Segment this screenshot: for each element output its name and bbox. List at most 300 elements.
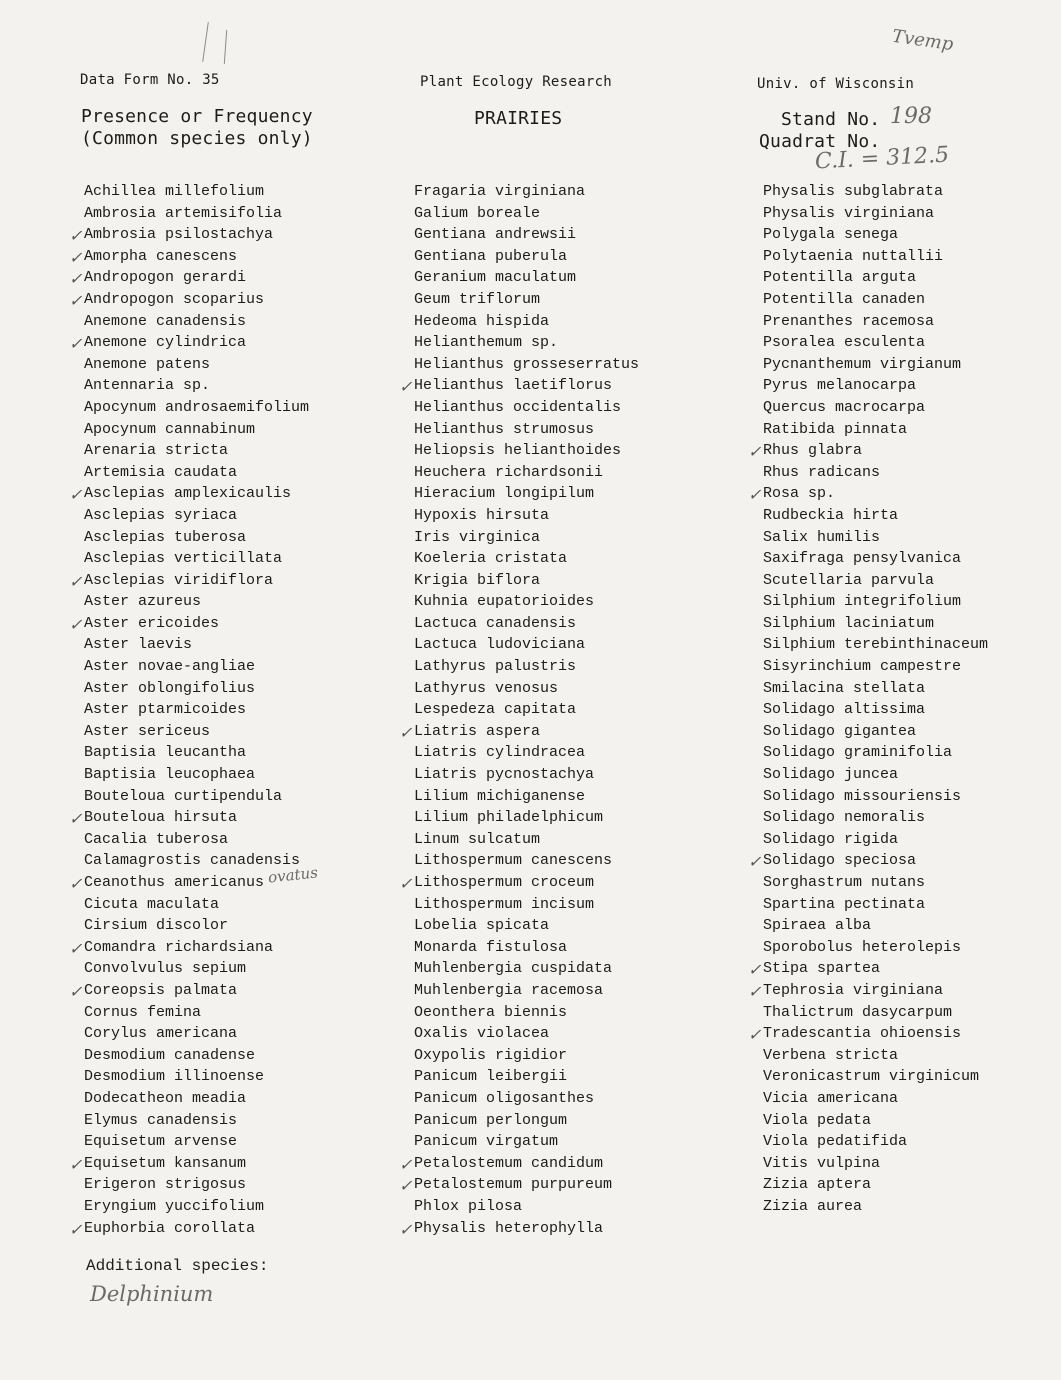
form-title-line2: (Common species only): [81, 128, 313, 149]
species-row: [763, 872, 988, 894]
species-row: [414, 289, 639, 311]
species-row: [84, 721, 309, 743]
species-row: [414, 850, 639, 872]
paper-scratch-mark: [224, 30, 227, 64]
species-name: Solidago altissima: [763, 701, 926, 719]
check-mark-icon: ✓: [69, 485, 83, 505]
species-row: [763, 311, 988, 333]
species-name: Petalostemum purpureum: [414, 1176, 613, 1194]
species-row: [414, 764, 639, 786]
species-row: [414, 419, 639, 441]
species-name: Comandra richardsiana: [84, 938, 274, 956]
species-name: Bouteloua hirsuta: [84, 809, 238, 827]
species-name: Sisyrinchium campestre: [763, 658, 962, 676]
species-name: Bouteloua curtipendula: [84, 787, 283, 805]
species-name: Apocynum androsaemifolium: [84, 398, 310, 416]
check-mark-icon: ✓: [399, 1154, 413, 1174]
species-row: [763, 419, 988, 441]
species-row: [414, 894, 639, 916]
species-row: [763, 915, 988, 937]
species-row: [763, 1045, 988, 1067]
species-row: [414, 505, 639, 527]
species-row: [763, 203, 988, 225]
species-name: Aster novae-angliae: [84, 658, 256, 676]
species-row: [763, 829, 988, 851]
species-row: [763, 1174, 988, 1196]
species-name: Helianthus grosseserratus: [414, 355, 640, 373]
species-name: Solidago gigantea: [763, 722, 917, 740]
species-row: [69, 246, 309, 268]
species-row: [763, 570, 988, 592]
species-name: Solidago graminifolia: [763, 744, 953, 762]
species-row: [414, 829, 639, 851]
species-row: [763, 181, 988, 203]
species-name: Ambrosia artemisifolia: [84, 204, 283, 222]
species-name: Baptisia leucantha: [84, 744, 247, 762]
species-row: [414, 1110, 639, 1132]
species-name: Oxalis violacea: [414, 1025, 550, 1043]
species-row: [84, 1066, 309, 1088]
species-row: [69, 224, 309, 246]
species-name: Heuchera richardsonii: [414, 463, 604, 481]
check-mark-icon: ✓: [69, 290, 83, 310]
species-row: [414, 440, 639, 462]
species-name: Lespedeza capitata: [414, 701, 577, 719]
species-name: Solidago speciosa: [763, 852, 917, 870]
species-name: Cornus femina: [84, 1003, 202, 1021]
species-name: Aster ericoides: [84, 614, 220, 632]
species-name: Tradescantia ohioensis: [763, 1025, 962, 1043]
species-name: Rudbeckia hirta: [763, 506, 899, 524]
species-name: Vicia americana: [763, 1089, 899, 1107]
species-row: [84, 375, 309, 397]
species-row: [69, 613, 309, 635]
species-name: Lithospermum croceum: [414, 874, 595, 891]
species-name: Lilium michiganense: [414, 787, 586, 805]
species-name: Quercus macrocarpa: [763, 398, 926, 416]
species-row: [763, 1002, 988, 1024]
species-name: Elymus canadensis: [84, 1111, 238, 1129]
species-row: [763, 721, 988, 743]
species-name: Tephrosia virginiana: [763, 981, 944, 999]
species-name: Equisetum kansanum: [84, 1154, 247, 1172]
species-name: Stipa spartea: [763, 960, 881, 978]
species-name: Solidago missouriensis: [763, 787, 962, 805]
species-name: Aster laevis: [84, 636, 193, 654]
species-name: Erigeron strigosus: [84, 1176, 247, 1194]
species-row: [414, 224, 639, 246]
species-row: [763, 1153, 988, 1175]
species-name: Thalictrum dasycarpum: [763, 1003, 953, 1021]
species-row: [399, 1218, 639, 1240]
species-row: [84, 829, 309, 851]
species-row: [763, 1066, 988, 1088]
species-row: [69, 267, 309, 289]
species-name: Fragaria virginiana: [414, 183, 586, 200]
species-row: [414, 915, 639, 937]
species-row: [763, 548, 988, 570]
species-name: Potentilla arguta: [763, 269, 917, 287]
handwritten-corner-note: Tvemp: [890, 25, 955, 56]
species-name: Silphium integrifolium: [763, 593, 962, 611]
species-name: Verbena stricta: [763, 1046, 899, 1064]
species-name: Corylus americana: [84, 1025, 238, 1043]
species-row: [69, 937, 309, 959]
check-mark-icon: ✓: [69, 938, 83, 958]
species-name: Polygala senega: [763, 226, 899, 244]
species-row: [414, 311, 639, 333]
species-name: Ambrosia psilostachya: [84, 226, 274, 244]
species-row: [84, 915, 309, 937]
species-row: [414, 699, 639, 721]
species-row: [84, 634, 309, 656]
species-row: [414, 1002, 639, 1024]
species-row: [763, 613, 988, 635]
species-name: Geranium maculatum: [414, 269, 577, 287]
species-name: Cirsium discolor: [84, 917, 229, 935]
species-row: [84, 786, 309, 808]
species-name: Desmodium illinoense: [84, 1068, 265, 1086]
species-name: Pyrus melanocarpa: [763, 377, 917, 395]
species-name: Anemone cylindrica: [84, 334, 247, 352]
species-name: Euphorbia corollata: [84, 1219, 256, 1237]
species-name: Helianthus occidentalis: [414, 398, 622, 416]
species-name: Solidago juncea: [763, 766, 899, 784]
species-name: Koeleria cristata: [414, 550, 568, 568]
species-row: [763, 656, 988, 678]
species-name: Dodecatheon meadia: [84, 1089, 247, 1107]
species-name: Psoralea esculenta: [763, 334, 926, 352]
species-name: Polytaenia nuttallii: [763, 247, 944, 265]
species-row: [763, 742, 988, 764]
species-name: Apocynum cannabinum: [84, 420, 256, 438]
species-name: Spiraea alba: [763, 917, 872, 935]
species-row: [414, 354, 639, 376]
species-row: [414, 1045, 639, 1067]
handwritten-ceanothus-note: ovatus: [267, 863, 319, 887]
species-row: [84, 1196, 309, 1218]
species-name: Panicum oligosanthes: [414, 1089, 595, 1107]
species-row: [763, 678, 988, 700]
species-row: [84, 419, 309, 441]
check-mark-icon: ✓: [69, 981, 83, 1001]
species-name: Petalostemum candidum: [414, 1154, 604, 1172]
species-row: [414, 203, 639, 225]
species-name: Iris virginica: [414, 528, 541, 546]
species-name: Asclepias amplexicaulis: [84, 485, 292, 503]
species-row: [84, 548, 309, 570]
species-name: Panicum virgatum: [414, 1133, 559, 1151]
species-row: [84, 742, 309, 764]
species-row: [414, 591, 639, 613]
additional-species-label: Additional species:: [86, 1257, 269, 1275]
species-name: Physalis virginiana: [763, 204, 935, 222]
species-name: Desmodium canadense: [84, 1046, 256, 1064]
species-row: [414, 1088, 639, 1110]
species-row: [69, 332, 309, 354]
species-name: Muhlenbergia cuspidata: [414, 960, 613, 978]
species-row: [763, 527, 988, 549]
species-name: Asclepias tuberosa: [84, 528, 247, 546]
species-row: [748, 483, 988, 505]
species-name: Lilium philadelphicum: [414, 809, 604, 827]
species-name: Potentilla canaden: [763, 290, 926, 308]
species-row: [84, 1023, 309, 1045]
species-row: [414, 462, 639, 484]
species-row: [84, 311, 309, 333]
species-row: [763, 267, 988, 289]
species-row: [84, 1045, 309, 1067]
species-row: [414, 483, 639, 505]
species-name: Solidago nemoralis: [763, 809, 926, 827]
species-name: Asclepias viridiflora: [84, 571, 274, 589]
check-mark-icon: ✓: [69, 614, 83, 634]
species-name: Gentiana puberula: [414, 247, 568, 265]
species-name: Lathyrus palustris: [414, 658, 577, 676]
species-name: Zizia aurea: [763, 1197, 863, 1215]
species-row: [414, 527, 639, 549]
species-row: [763, 591, 988, 613]
species-name: Baptisia leucophaea: [84, 766, 256, 784]
species-column-1: [69, 181, 310, 1239]
species-row: [414, 786, 639, 808]
species-name: Solidago rigida: [763, 830, 899, 848]
species-name: Calamagrostis canadensis: [84, 852, 301, 870]
species-name: Amorpha canescens: [84, 247, 238, 265]
species-row: [414, 937, 639, 959]
species-name: Coreopsis palmata: [84, 981, 238, 999]
species-name: Oeonthera biennis: [414, 1003, 568, 1021]
species-name: Artemisia caudata: [84, 463, 238, 481]
species-name: Aster sericeus: [84, 722, 211, 740]
stand-number-label: Stand No.: [781, 109, 881, 130]
university-name: Univ. of Wisconsin: [757, 76, 915, 92]
species-row: [414, 656, 639, 678]
species-name: Sorghastrum nutans: [763, 874, 926, 891]
species-row: [84, 1131, 309, 1153]
species-name: Achillea millefolium: [84, 183, 265, 200]
species-name: Veronicastrum virginicum: [763, 1068, 980, 1086]
species-row: [763, 397, 988, 419]
species-name: Cacalia tuberosa: [84, 830, 229, 848]
species-row: [399, 375, 639, 397]
species-name: Lathyrus venosus: [414, 679, 559, 697]
species-row: [84, 1088, 309, 1110]
species-name: Arenaria stricta: [84, 442, 229, 460]
quadrat-number-label: Quadrat No.: [759, 131, 881, 152]
species-name: Smilacina stellata: [763, 679, 926, 697]
species-row: [69, 980, 309, 1002]
species-row: [84, 764, 309, 786]
species-row: [84, 527, 309, 549]
species-row: [84, 1174, 309, 1196]
species-name: Lobelia spicata: [414, 917, 550, 935]
check-mark-icon: ✓: [748, 981, 762, 1001]
species-name: Equisetum arvense: [84, 1133, 238, 1151]
species-row: [84, 678, 309, 700]
species-row: [69, 570, 309, 592]
species-row: [414, 1066, 639, 1088]
species-row: [748, 958, 988, 980]
species-name: Lactuca ludoviciana: [414, 636, 586, 654]
species-row: [763, 246, 988, 268]
species-name: Salix humilis: [763, 528, 881, 546]
species-row: [414, 181, 639, 203]
species-row: [763, 764, 988, 786]
species-row: [399, 721, 639, 743]
species-name: Pycnanthemum virgianum: [763, 355, 962, 373]
species-name: Andropogon scoparius: [84, 290, 265, 308]
species-row: [69, 1153, 309, 1175]
species-name: Ceanothus americanus: [84, 874, 265, 891]
species-row: [414, 397, 639, 419]
species-row: [414, 570, 639, 592]
species-row: [84, 1110, 309, 1132]
check-mark-icon: ✓: [399, 722, 413, 742]
species-row: [399, 1174, 639, 1196]
species-row: [414, 742, 639, 764]
species-row: [84, 699, 309, 721]
species-row: [414, 548, 639, 570]
species-name: Muhlenbergia racemosa: [414, 981, 604, 999]
species-row: [763, 786, 988, 808]
species-name: Asclepias verticillata: [84, 550, 283, 568]
check-mark-icon: ✓: [69, 571, 83, 591]
species-name: Gentiana andrewsii: [414, 226, 577, 244]
handwritten-stand-value: 198: [890, 104, 932, 129]
species-name: Scutellaria parvula: [763, 571, 935, 589]
species-name: Monarda fistulosa: [414, 938, 568, 956]
species-row: [763, 807, 988, 829]
species-row: [69, 483, 309, 505]
species-name: Phlox pilosa: [414, 1197, 523, 1215]
species-row: [414, 246, 639, 268]
species-name: Kuhnia eupatorioides: [414, 593, 595, 611]
check-mark-icon: ✓: [399, 377, 413, 397]
species-row: [414, 634, 639, 656]
species-row: [84, 505, 309, 527]
check-mark-icon: ✓: [69, 247, 83, 267]
form-title-line1: Presence or Frequency: [81, 106, 313, 127]
species-row: [84, 462, 309, 484]
form-number: Data Form No. 35: [80, 72, 220, 88]
check-mark-icon: ✓: [399, 1219, 413, 1239]
species-row: [763, 894, 988, 916]
species-name: Heliopsis helianthoides: [414, 442, 622, 460]
species-name: Lithospermum canescens: [414, 852, 613, 870]
species-row: [69, 1218, 309, 1240]
species-name: Hypoxis hirsuta: [414, 506, 550, 524]
species-name: Helianthemum sp.: [414, 334, 559, 352]
handwritten-ci-value: C.I. = 312.5: [814, 142, 950, 175]
species-name: Lactuca canadensis: [414, 614, 577, 632]
check-mark-icon: ✓: [748, 1025, 762, 1045]
species-row: [414, 807, 639, 829]
species-name: Physalis subglabrata: [763, 183, 944, 200]
species-row: [763, 332, 988, 354]
species-row: [763, 354, 988, 376]
species-name: Lithospermum incisum: [414, 895, 595, 913]
species-name: Rhus radicans: [763, 463, 881, 481]
species-row: [763, 699, 988, 721]
species-name: Liatris cylindracea: [414, 744, 586, 762]
species-row: [763, 375, 988, 397]
species-row: [763, 1131, 988, 1153]
species-row: [69, 289, 309, 311]
species-name: Silphium laciniatum: [763, 614, 935, 632]
species-row: [84, 397, 309, 419]
species-row: [414, 267, 639, 289]
species-row: [84, 656, 309, 678]
species-row: [84, 203, 309, 225]
species-row: [84, 181, 309, 203]
species-row: [763, 1196, 988, 1218]
species-row: [763, 224, 988, 246]
paper-scratch-mark: [202, 22, 209, 62]
check-mark-icon: ✓: [748, 442, 762, 462]
check-mark-icon: ✓: [69, 1154, 83, 1174]
species-row: [414, 1196, 639, 1218]
species-row: [763, 1088, 988, 1110]
species-row: [414, 613, 639, 635]
species-row: [414, 980, 639, 1002]
species-row: [748, 1023, 988, 1045]
species-name: Spartina pectinata: [763, 895, 926, 913]
species-name: Andropogon gerardi: [84, 269, 247, 287]
species-row: [763, 1110, 988, 1132]
species-name: Aster azureus: [84, 593, 202, 611]
check-mark-icon: ✓: [69, 269, 83, 289]
section-title: PRAIRIES: [474, 108, 563, 129]
check-mark-icon: ✓: [69, 809, 83, 829]
handwritten-additional-species: Delphinium: [90, 1282, 214, 1306]
lab-name: Plant Ecology Research: [420, 74, 613, 90]
species-row: [414, 958, 639, 980]
species-name: Rosa sp.: [763, 485, 836, 503]
species-name: Antennaria sp.: [84, 377, 211, 395]
species-name: Hedeoma hispida: [414, 312, 550, 330]
species-name: Panicum perlongum: [414, 1111, 568, 1129]
species-row: [84, 958, 309, 980]
check-mark-icon: ✓: [748, 852, 762, 872]
species-name: Panicum leibergii: [414, 1068, 568, 1086]
species-name: Viola pedatifida: [763, 1133, 908, 1151]
species-name: Rhus glabra: [763, 442, 863, 460]
species-name: Sporobolus heterolepis: [763, 938, 962, 956]
species-row: [84, 1002, 309, 1024]
species-row: [763, 289, 988, 311]
species-name: Ratibida pinnata: [763, 420, 908, 438]
species-row: [399, 872, 639, 894]
species-name: Linum sulcatum: [414, 830, 541, 848]
species-row: [84, 591, 309, 613]
species-row: [399, 1153, 639, 1175]
check-mark-icon: ✓: [399, 874, 413, 893]
species-name: Silphium terebinthinaceum: [763, 636, 989, 654]
species-name: Prenanthes racemosa: [763, 312, 935, 330]
species-row: [763, 505, 988, 527]
species-row: [84, 440, 309, 462]
check-mark-icon: ✓: [399, 1176, 413, 1196]
species-row: [84, 894, 309, 916]
species-name: Helianthus laetiflorus: [414, 377, 613, 395]
species-row: [763, 462, 988, 484]
species-row: [414, 332, 639, 354]
species-name: Anemone canadensis: [84, 312, 247, 330]
species-name: Aster ptarmicoides: [84, 701, 247, 719]
species-name: Eryngium yuccifolium: [84, 1197, 265, 1215]
species-name: Krigia biflora: [414, 571, 541, 589]
